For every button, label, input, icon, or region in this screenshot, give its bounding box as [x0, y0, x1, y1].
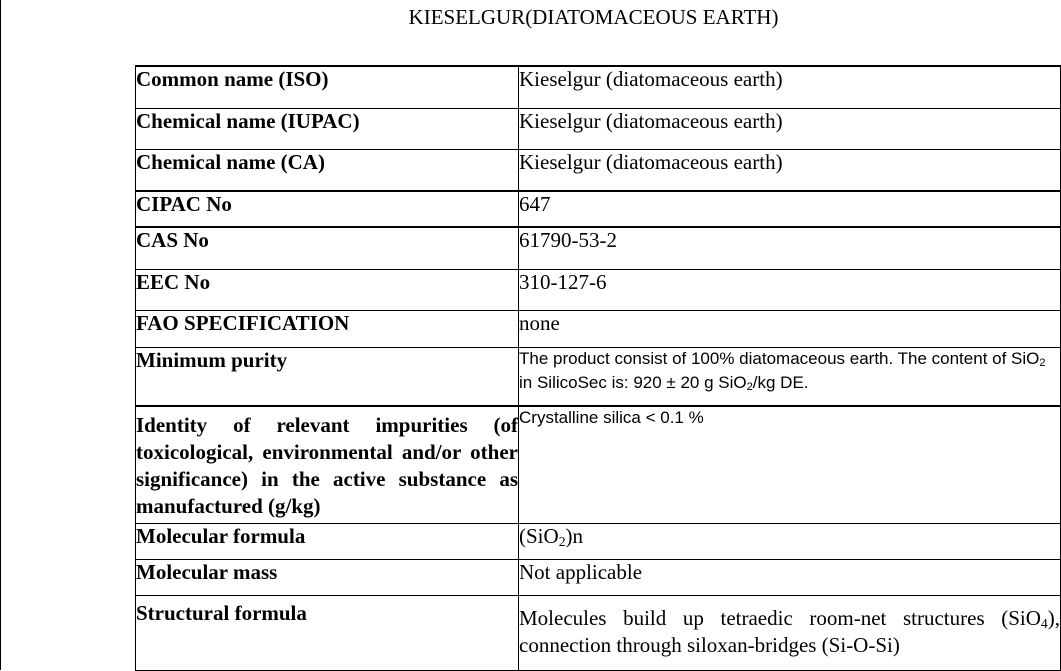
eec-no-value: 310-127-6	[519, 269, 1061, 310]
cipac-no-label: CIPAC No	[136, 191, 519, 227]
molecular-formula-text-2: )n	[565, 523, 584, 548]
row-common-name	[136, 66, 1061, 108]
minimum-purity-sub-2: 2	[746, 381, 753, 394]
row-minimum-purity	[136, 347, 1061, 406]
structural-formula-label: Structural formula	[136, 595, 519, 670]
cipac-no-value: 647	[519, 191, 1061, 227]
molecular-formula-label: Molecular formula	[136, 523, 519, 559]
fao-specification-value: none	[519, 310, 1061, 347]
row-cipac-no	[136, 191, 1061, 227]
row-molecular-formula	[136, 523, 1061, 559]
structural-formula-value	[519, 595, 1061, 670]
fao-specification-label: FAO SPECIFICATION	[136, 310, 519, 347]
row-chemical-name-iupac	[136, 108, 1061, 149]
molecular-mass-value: Not applicable	[519, 559, 1061, 595]
molecular-formula-sub: 2	[558, 533, 566, 549]
eec-no-label: EEC No	[136, 269, 519, 310]
molecular-formula-text-1: (SiO	[519, 523, 559, 548]
minimum-purity-text-3: /kg DE.	[752, 372, 809, 392]
minimum-purity-sub-1: 2	[1039, 357, 1046, 370]
row-cas-no	[136, 227, 1061, 269]
structural-formula-sub: 4	[1040, 615, 1048, 631]
minimum-purity-label: Minimum purity	[136, 347, 519, 406]
row-eec-no	[136, 269, 1061, 310]
row-impurities	[136, 406, 1061, 523]
structural-formula-text-1: Molecules build up tetraedic room-net structures (SiO	[519, 605, 1041, 630]
minimum-purity-text-1: The product consist of 100% diatomaceous earth. The content of SiO	[519, 348, 1040, 368]
minimum-purity-value	[519, 347, 1061, 406]
page-left-border	[0, 0, 1, 670]
structural-formula-text	[519, 596, 1060, 658]
specification-table	[135, 65, 1061, 671]
structural-formula-text-2: ), connection through siloxan-bridges (Si-O-Si)	[519, 605, 1060, 657]
common-name-label: Common name (ISO)	[136, 66, 519, 108]
chemical-name-ca-label: Chemical name (CA)	[136, 149, 519, 191]
molecular-mass-label: Molecular mass	[136, 559, 519, 595]
cas-no-value: 61790-53-2	[519, 227, 1061, 269]
molecular-formula-value	[519, 523, 1061, 559]
impurities-value: Crystalline silica < 0.1 %	[519, 406, 1061, 523]
document-title: KIESELGUR(DIATOMACEOUS EARTH)	[408, 5, 779, 29]
chemical-name-iupac-label: Chemical name (IUPAC)	[136, 108, 519, 149]
row-chemical-name-ca	[136, 149, 1061, 191]
chemical-name-ca-value: Kieselgur (diatomaceous earth)	[519, 149, 1061, 191]
chemical-name-iupac-value: Kieselgur (diatomaceous earth)	[519, 108, 1061, 149]
cas-no-label: CAS No	[136, 227, 519, 269]
row-fao-specification	[136, 310, 1061, 347]
impurities-label: Identity of relevant impurities (of toxicological, environmental and/or other significance) in the active substance as manufactured (g/kg)	[136, 406, 519, 523]
row-molecular-mass	[136, 559, 1061, 595]
common-name-value: Kieselgur (diatomaceous earth)	[519, 66, 1061, 108]
row-structural-formula	[136, 595, 1061, 670]
minimum-purity-text-2: in SilicoSec is: 920 ± 20 g SiO	[519, 372, 747, 392]
